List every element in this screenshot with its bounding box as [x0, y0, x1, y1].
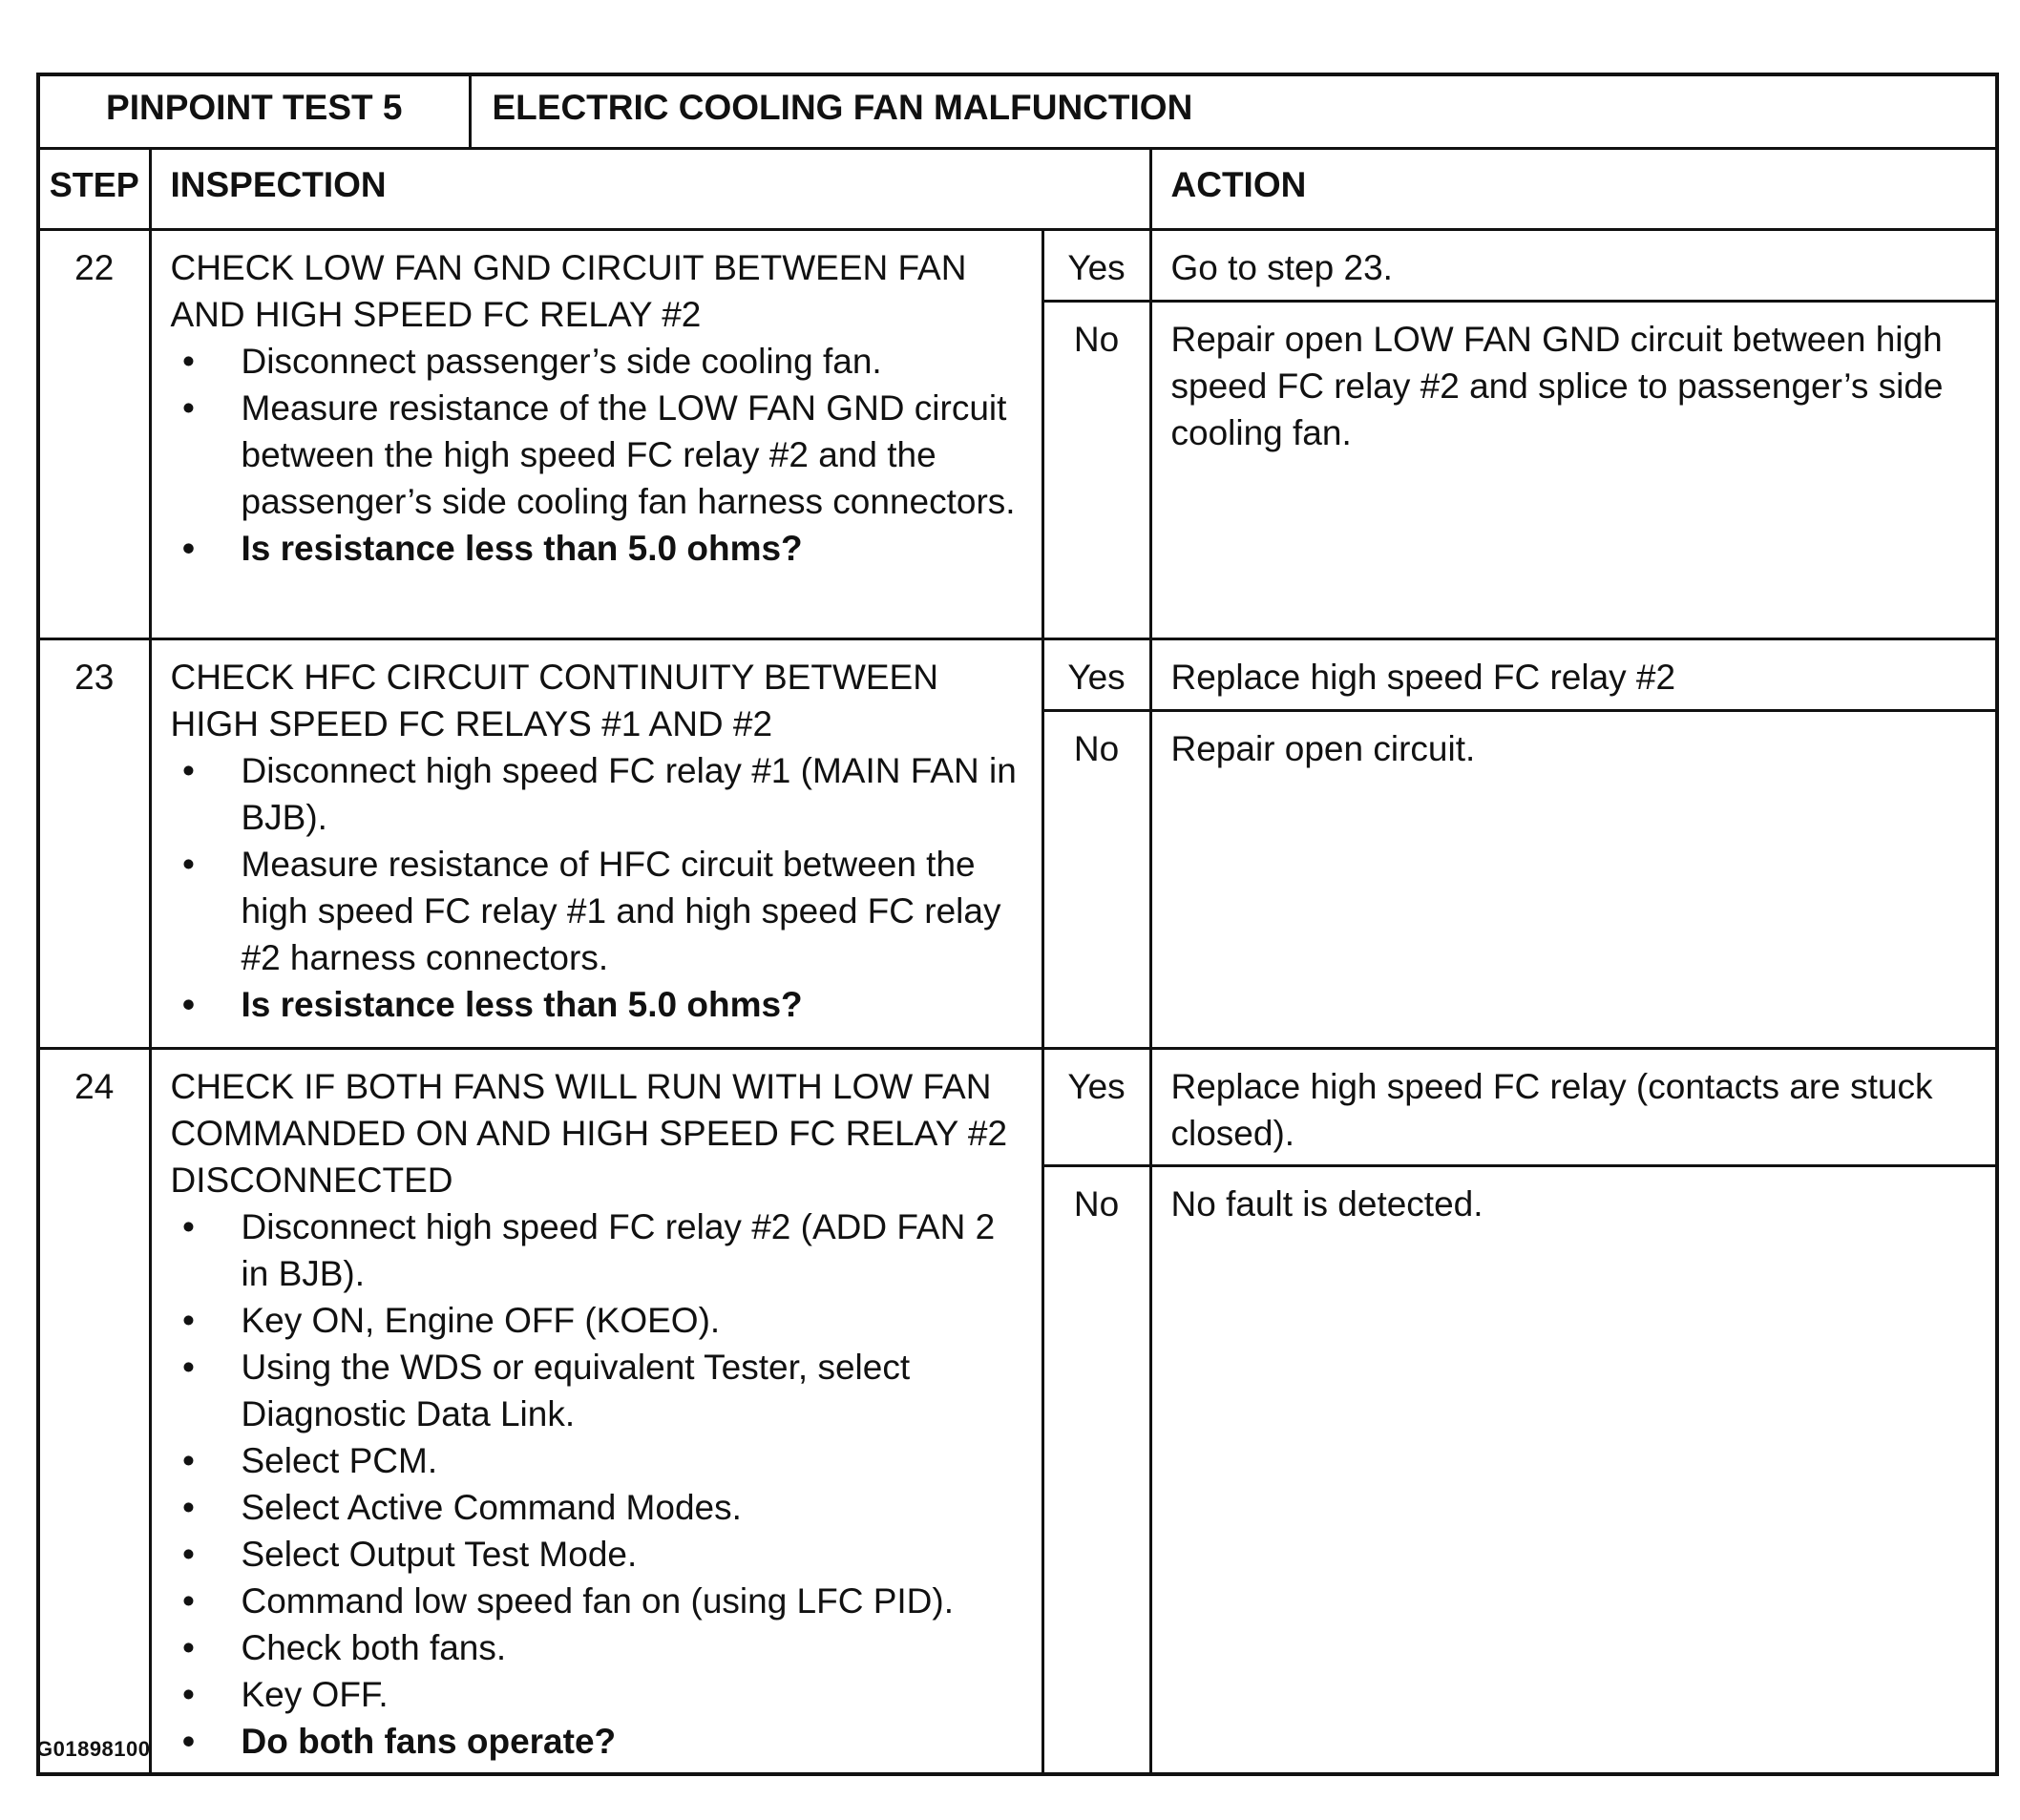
bullet-icon: •: [182, 1348, 195, 1387]
yes-label: Yes: [1042, 639, 1150, 711]
bullet-item: [171, 1671, 1030, 1718]
inspection-bullet-list: [171, 747, 1030, 1028]
bullet-icon: •: [182, 1301, 195, 1340]
bullet-icon: •: [182, 845, 195, 884]
bullet-item: [171, 1344, 1030, 1437]
bullet-text: Measure resistance of HFC circuit between the high speed FC relay #1 and high speed FC relay #2 harness connectors.: [241, 845, 1001, 977]
title-row: [38, 74, 1997, 149]
question-text: Is resistance less than 5.0 ohms?: [241, 985, 803, 1024]
bullet-text: Disconnect high speed FC relay #1 (MAIN FAN in BJB).: [241, 751, 1017, 837]
bullet-icon: •: [182, 751, 195, 790]
bullet-text: Key ON, Engine OFF (KOEO).: [241, 1301, 721, 1340]
bullet-text: Disconnect passenger’s side cooling fan.: [241, 342, 882, 381]
bullet-text: Command low speed fan on (using LFC PID).: [241, 1581, 955, 1621]
bullet-icon: •: [182, 1488, 195, 1527]
inspection-title: CHECK LOW FAN GND CIRCUIT BETWEEN FAN AND HIGH SPEED FC RELAY #2: [170, 248, 967, 334]
column-header-step: STEP: [38, 149, 150, 230]
bullet-item: [171, 1297, 1030, 1344]
question-text: Is resistance less than 5.0 ohms?: [241, 529, 803, 568]
inspection-cell: [150, 639, 1042, 1049]
question-item: [171, 525, 1030, 572]
no-action: No fault is detected.: [1150, 1166, 1997, 1775]
inspection-bullet-list: [171, 338, 1030, 572]
bullet-icon: •: [182, 1535, 195, 1574]
bullet-icon: •: [182, 1581, 195, 1621]
step-row: [38, 230, 1997, 302]
step-number: 24: [38, 1049, 150, 1775]
inspection-cell: [150, 1049, 1042, 1775]
yes-action: Replace high speed FC relay (contacts are stuck closed).: [1150, 1049, 1997, 1166]
bullet-text: Select Output Test Mode.: [241, 1535, 638, 1574]
bullet-text: Check both fans.: [241, 1628, 507, 1667]
step-row: [38, 639, 1997, 711]
bullet-text: Measure resistance of the LOW FAN GND circuit between the high speed FC relay #2 and the passenger’s side cooling fan harness connectors.: [241, 388, 1016, 521]
no-label: No: [1042, 711, 1150, 1049]
bullet-item: [171, 338, 1030, 385]
pinpoint-test-document: [36, 73, 1995, 1776]
step-number: 22: [38, 230, 150, 639]
no-action: Repair open circuit.: [1150, 711, 1997, 1049]
bullet-text: Disconnect high speed FC relay #2 (ADD FAN 2 in BJB).: [241, 1207, 996, 1293]
bullet-icon: •: [182, 1675, 195, 1714]
no-label: No: [1042, 1166, 1150, 1775]
question-item: [171, 1718, 1030, 1765]
pinpoint-test-table: [36, 73, 1999, 1776]
bullet-item: [171, 1531, 1030, 1578]
inspection-bullet-list: [171, 1203, 1030, 1765]
bullet-text: Key OFF.: [241, 1675, 389, 1714]
inspection-title: CHECK HFC CIRCUIT CONTINUITY BETWEEN HIGH SPEED FC RELAYS #1 AND #2: [170, 658, 938, 743]
column-header-inspection: INSPECTION: [150, 149, 1150, 230]
figure-id: G01898100: [36, 1737, 151, 1761]
bullet-text: Select Active Command Modes.: [241, 1488, 742, 1527]
column-header-action: ACTION: [1150, 149, 1997, 230]
bullet-icon: •: [182, 1628, 195, 1667]
yes-label: Yes: [1042, 1049, 1150, 1166]
bullet-icon: •: [182, 985, 195, 1024]
bullet-icon: •: [182, 1722, 195, 1761]
bullet-item: [171, 1437, 1030, 1484]
question-item: [171, 981, 1030, 1028]
bullet-item: [171, 1624, 1030, 1671]
bullet-item: [171, 385, 1030, 525]
yes-action: Go to step 23.: [1150, 230, 1997, 302]
yes-action: Replace high speed FC relay #2: [1150, 639, 1997, 711]
bullet-item: [171, 841, 1030, 981]
question-text: Do both fans operate?: [241, 1722, 617, 1761]
no-action: Repair open LOW FAN GND circuit between high speed FC relay #2 and splice to passenger’s side cooling fan.: [1150, 302, 1997, 639]
bullet-item: [171, 1203, 1030, 1297]
bullet-text: Using the WDS or equivalent Tester, select Diagnostic Data Link.: [241, 1348, 911, 1433]
no-label: No: [1042, 302, 1150, 639]
bullet-icon: •: [182, 1441, 195, 1480]
bullet-item: [171, 1484, 1030, 1531]
yes-label: Yes: [1042, 230, 1150, 302]
bullet-icon: •: [182, 342, 195, 381]
bullet-icon: •: [182, 1207, 195, 1246]
inspection-cell: [150, 230, 1042, 639]
bullet-icon: •: [182, 529, 195, 568]
bullet-item: [171, 747, 1030, 841]
test-title: ELECTRIC COOLING FAN MALFUNCTION: [470, 74, 1997, 149]
bullet-text: Select PCM.: [241, 1441, 438, 1480]
step-row: [38, 1049, 1997, 1166]
bullet-icon: •: [182, 388, 195, 428]
column-header-row: [38, 149, 1997, 230]
step-number: 23: [38, 639, 150, 1049]
test-label: PINPOINT TEST 5: [38, 74, 470, 149]
bullet-item: [171, 1578, 1030, 1624]
inspection-title: CHECK IF BOTH FANS WILL RUN WITH LOW FAN COMMANDED ON AND HIGH SPEED FC RELAY #2 DISCONNECTED: [170, 1067, 1008, 1200]
